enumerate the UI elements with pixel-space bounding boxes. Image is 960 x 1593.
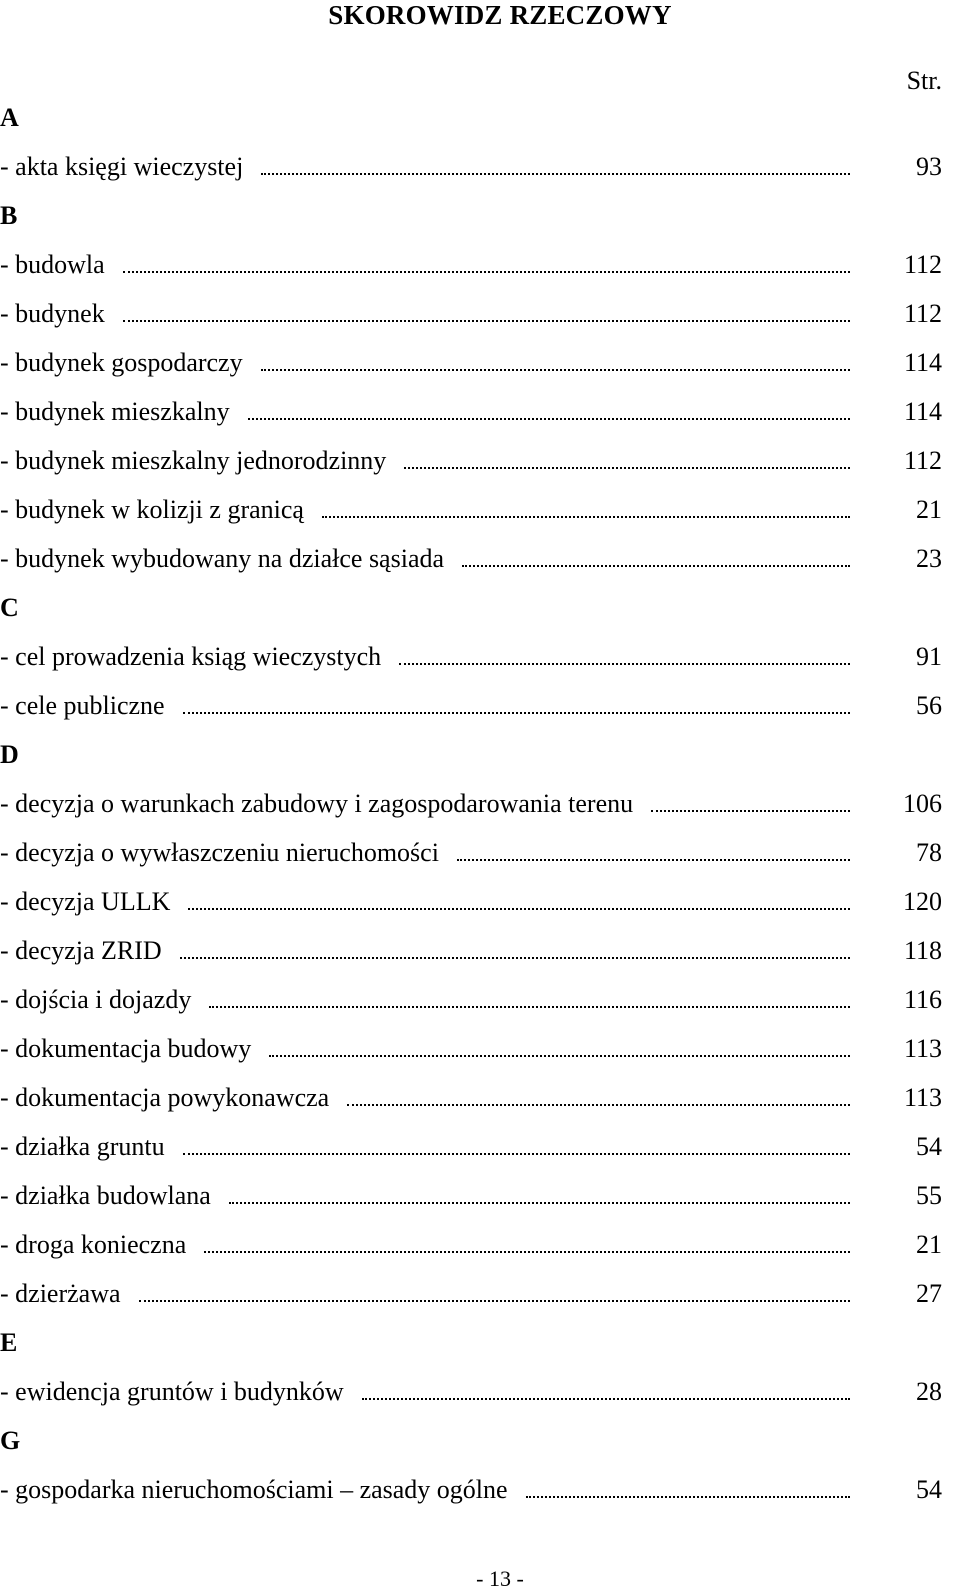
index-letter-heading: D (0, 740, 19, 769)
index-entry (0, 297, 942, 346)
dot-leader (229, 1188, 850, 1204)
index-entry-page: 54 (916, 1475, 942, 1504)
dot-leader (651, 796, 850, 812)
index-entry (0, 248, 942, 297)
index-entry-label: - droga konieczna (0, 1230, 187, 1259)
subject-index (0, 101, 942, 1522)
index-entry-page: 55 (916, 1181, 942, 1210)
dot-leader (269, 1041, 850, 1057)
dot-leader (261, 159, 850, 175)
index-entry-label: - budowla (0, 250, 105, 279)
index-entry-page: 120 (903, 887, 942, 916)
index-entry (0, 885, 942, 934)
index-entry (0, 836, 942, 885)
index-entry-page: 93 (916, 152, 942, 181)
index-entry-page: 28 (916, 1377, 942, 1406)
index-entry (0, 1277, 942, 1326)
dot-leader (462, 551, 850, 567)
index-entry-page: 118 (903, 936, 942, 965)
page-number-footer: - 13 - (476, 1566, 524, 1591)
index-entry (0, 1032, 942, 1081)
dot-leader (123, 257, 850, 273)
index-entry-page: 116 (903, 985, 942, 1014)
index-letter-heading: B (0, 201, 18, 230)
index-entry-label: - decyzja ULLK (0, 887, 171, 916)
index-entry (0, 150, 942, 199)
dot-leader (209, 992, 850, 1008)
index-entry (0, 1228, 942, 1277)
index-entry (0, 787, 942, 836)
index-entry (0, 1081, 942, 1130)
index-entry (0, 542, 942, 591)
index-entry (0, 934, 942, 983)
index-entry-page: 114 (903, 348, 942, 377)
index-entry-label: - budynek mieszkalny (0, 397, 230, 426)
dot-leader (404, 453, 850, 469)
index-entry-page: 27 (916, 1279, 942, 1308)
index-letter-heading: E (0, 1328, 18, 1357)
dot-leader (261, 355, 850, 371)
index-entry-label: - decyzja ZRID (0, 936, 162, 965)
dot-leader (526, 1482, 850, 1498)
index-entry-page: 78 (916, 838, 942, 867)
document-title: SKOROWIDZ RZECZOWY (328, 0, 672, 30)
index-entry-label: - budynek mieszkalny jednorodzinny (0, 446, 387, 475)
index-entry-label: - dokumentacja budowy (0, 1034, 252, 1063)
index-entry-page: 114 (903, 397, 942, 426)
index-entry (0, 640, 942, 689)
index-entry-label: - działka budowlana (0, 1181, 211, 1210)
index-entry-label: - budynek wybudowany na działce sąsiada (0, 544, 445, 573)
index-entry (0, 395, 942, 444)
dot-leader (204, 1237, 850, 1253)
index-entry-label: - cele publiczne (0, 691, 165, 720)
index-entry-page: 106 (903, 789, 942, 818)
index-letter-heading: C (0, 593, 19, 622)
index-entry (0, 1473, 942, 1522)
index-entry-label: - decyzja o wywłaszczeniu nieruchomości (0, 838, 439, 867)
index-entry (0, 983, 942, 1032)
dot-leader (399, 649, 850, 665)
index-entry-page: 21 (916, 1230, 942, 1259)
index-entry-page: 91 (916, 642, 942, 671)
index-entry-page: 54 (916, 1132, 942, 1161)
index-entry-page: 112 (903, 250, 942, 279)
dot-leader (347, 1090, 850, 1106)
page-column-header: Str. (906, 66, 942, 95)
index-entry-label: - cel prowadzenia ksiąg wieczystych (0, 642, 382, 671)
dot-leader (188, 894, 850, 910)
index-entry-label: - dokumentacja powykonawcza (0, 1083, 330, 1112)
index-entry-label: - budynek w kolizji z granicą (0, 495, 304, 524)
index-entry (0, 1130, 942, 1179)
index-entry-page: 113 (903, 1034, 942, 1063)
index-entry (0, 346, 942, 395)
index-entry (0, 493, 942, 542)
index-entry-label: - budynek gospodarczy (0, 348, 243, 377)
index-entry-label: - dzierżawa (0, 1279, 121, 1308)
index-entry-label: - dojścia i dojazdy (0, 985, 192, 1014)
dot-leader (322, 502, 850, 518)
dot-leader (362, 1384, 850, 1400)
dot-leader (180, 943, 850, 959)
index-letter-heading: G (0, 1426, 21, 1455)
dot-leader (183, 698, 850, 714)
index-entry-label: - akta księgi wieczystej (0, 152, 244, 181)
index-entry-label: - ewidencja gruntów i budynków (0, 1377, 344, 1406)
index-entry (0, 689, 942, 738)
index-entry-label: - działka gruntu (0, 1132, 165, 1161)
index-entry (0, 1375, 942, 1424)
dot-leader (457, 845, 850, 861)
index-entry-label: - decyzja o warunkach zabudowy i zagospodarowania terenu (0, 789, 634, 818)
dot-leader (248, 404, 850, 420)
index-entry-label: - gospodarka nieruchomościami – zasady ogólne (0, 1475, 508, 1504)
index-letter-heading: A (0, 103, 19, 132)
index-entry-page: 113 (903, 1083, 942, 1112)
index-entry-label: - budynek (0, 299, 105, 328)
index-entry-page: 112 (903, 446, 942, 475)
dot-leader (183, 1139, 850, 1155)
index-entry-page: 21 (916, 495, 942, 524)
index-entry-page: 112 (903, 299, 942, 328)
index-entry-page: 56 (916, 691, 942, 720)
dot-leader (123, 306, 850, 322)
dot-leader (139, 1286, 850, 1302)
index-entry-page: 23 (916, 544, 942, 573)
index-entry (0, 444, 942, 493)
index-entry (0, 1179, 942, 1228)
